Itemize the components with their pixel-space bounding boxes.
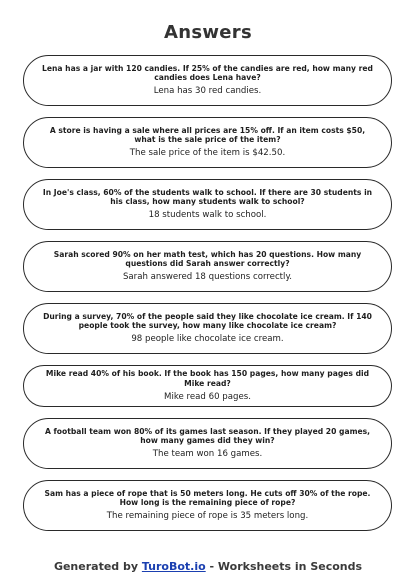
footer-brand-link[interactable]: TuroBot.io [141,560,206,573]
answer-card [23,303,392,354]
page-title: Answers [164,22,252,43]
answer-text: Lena has 30 red candies. [153,86,262,97]
answer-list [23,55,392,542]
answer-card [23,365,392,407]
question-text: A football team won 80% of its games last season. If they played 20 games, how many games did they win? [44,426,371,445]
answer-text: The remaining piece of rope is 35 meters long. [106,511,309,522]
question-text: During a survey, 70% of the people said they like chocolate ice cream. If 140 people took the survey, how many like chocolate ice cream? [43,311,372,330]
question-text: Sam has a piece of rope that is 50 meters long. He cuts off 30% of the rope. How long is the remaining piece of rope? [44,488,371,507]
question-text: Sarah scored 90% on her math test, which has 20 questions. How many questions did Sarah answer correctly? [53,249,362,268]
question-text: In Joe's class, 60% of the students walk to school. If there are 30 students in his class, how many students walk to school? [42,187,373,206]
answer-text: The sale price of the item is $42.50. [129,148,286,159]
answer-card [23,480,392,531]
footer [0,560,416,573]
footer-suffix: - Worksheets in Seconds [205,560,363,573]
answer-card [23,179,392,230]
question-text: Lena has a jar with 120 candies. If 25% of the candies are red, how many red candies does Lena have? [42,63,373,82]
footer-prefix: Generated by [53,560,142,573]
answer-text: Sarah answered 18 questions correctly. [122,272,293,283]
answer-text: The team won 16 games. [152,449,263,460]
answer-card [23,117,392,168]
answer-card [23,418,392,469]
answer-card [23,241,392,292]
answer-text: 98 people like chocolate ice cream. [131,334,284,345]
answer-card [23,55,392,106]
answer-text: 18 students walk to school. [148,210,267,221]
question-text: A store is having a sale where all prices are 15% off. If an item costs $50, what is the sale price of the item? [49,125,366,144]
answer-text: Mike read 60 pages. [164,391,251,402]
question-text: Mike read 40% of his book. If the book has 150 pages, how many pages did Mike read? [45,369,370,388]
